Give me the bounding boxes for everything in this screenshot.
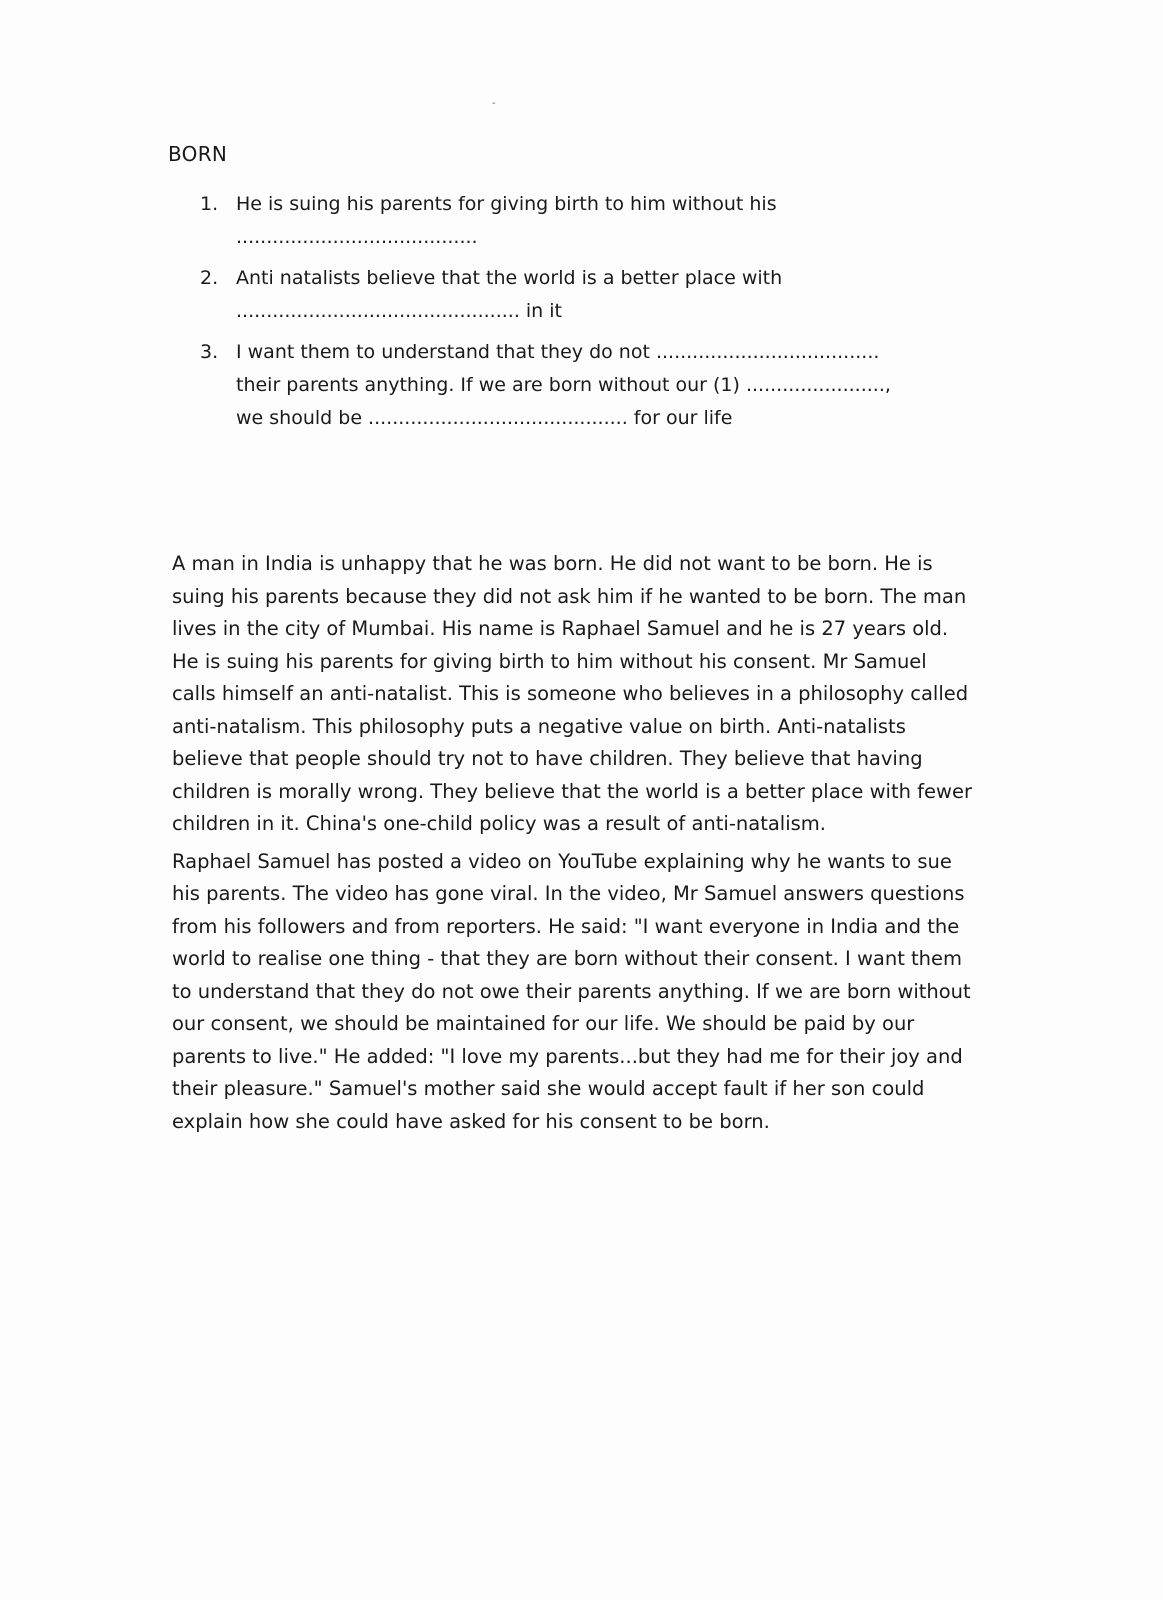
answer-blank: ............................................... in it	[236, 300, 562, 322]
question-1	[200, 188, 1000, 254]
reading-passage	[172, 548, 972, 1143]
question-text: we should be ........................................... for our life	[236, 407, 733, 429]
page-title: BORN	[168, 142, 228, 166]
question-text: He is suing his parents for giving birth to him without his	[236, 193, 777, 215]
question-number: 1.	[200, 193, 219, 215]
question-3	[200, 336, 1000, 435]
answer-blank: ........................................	[236, 226, 478, 248]
passage-paragraph-2: Raphael Samuel has posted a video on YouTube explaining why he wants to sue his parents. The video has gone viral. In the video, Mr Samuel answers questions from his followers and from reporters. He said: "I want everyone in India and the world to realise one thing - that they are born without their consent. I want them to understand that they do not owe their parents anything. If we are born without our consent, we should be maintained for our life. We should be paid by our parents to live." He added: "I love my parents...but they had me for their joy and their pleasure." Samuel's mother said she would accept fault if her son could explain how she could have asked for his consent to be born.	[172, 849, 971, 1133]
question-text: Anti natalists believe that the world is a better place with	[236, 267, 783, 289]
question-2	[200, 262, 1000, 328]
question-number: 3.	[200, 341, 219, 363]
question-text: their parents anything. If we are born without our (1) .......................,	[236, 374, 891, 396]
stray-mark: -	[492, 98, 496, 109]
question-text: I want them to understand that they do not .....................................	[236, 341, 880, 363]
question-number: 2.	[200, 267, 219, 289]
question-list	[200, 188, 1000, 443]
passage-paragraph-1: A man in India is unhappy that he was born. He did not want to be born. He is suing his parents because they did not ask him if he wanted to be born. The man lives in the city of Mumbai. His name is Raphael Samuel and he is 27 years old. He is suing his parents for giving birth to him without his consent. Mr Samuel calls himself an anti-natalist. This is someone who believes in a philosophy called anti-natalism. This philosophy puts a negative value on birth. Anti-natalists believe that people should try not to have children. They believe that having children is morally wrong. They believe that the world is a better place with fewer children in it. China's one-child policy was a result of anti-natalism.	[172, 552, 972, 835]
